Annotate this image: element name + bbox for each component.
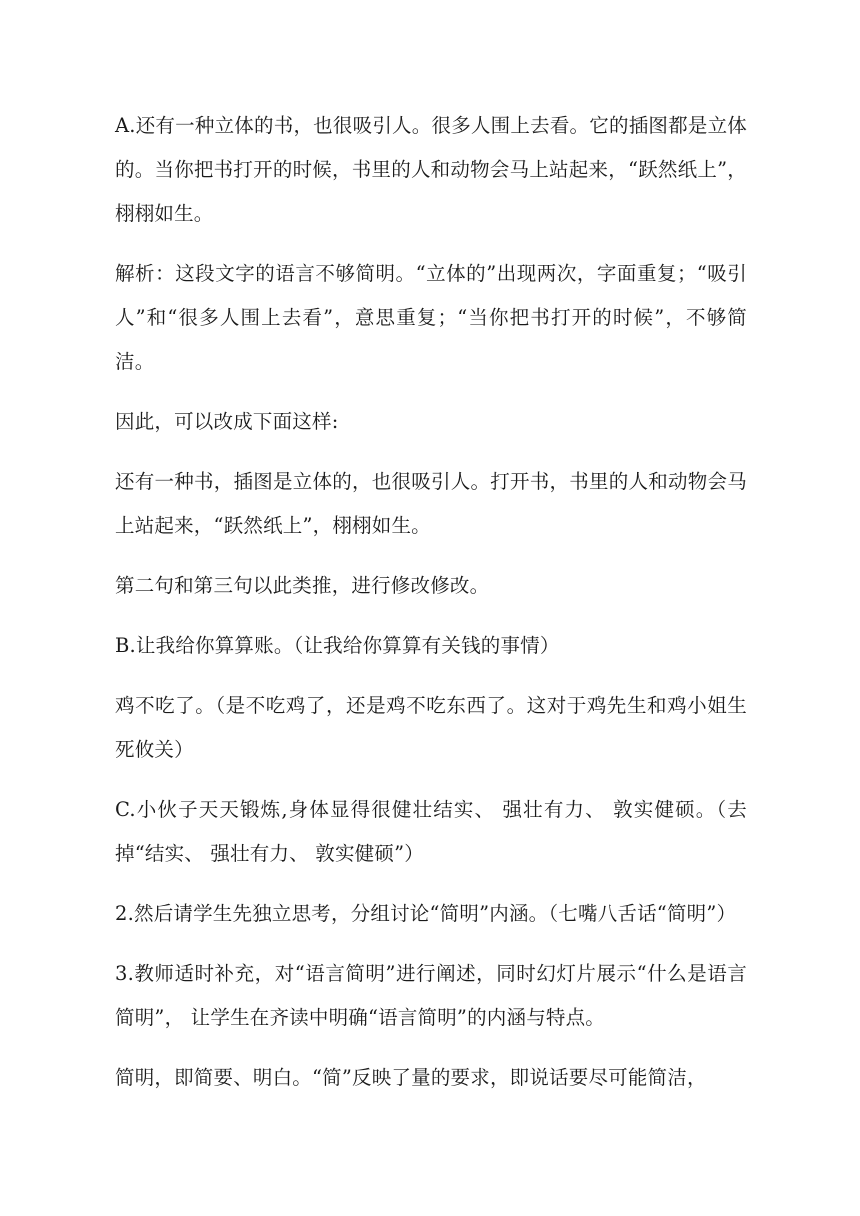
- paragraph-analysis: 解析：这段文字的语言不够简明。“立体的”出现两次，字面重复；“吸引人”和“很多人围上去看”，意思重复；“当你把书打开的时候”，不够简洁。: [115, 262, 747, 373]
- paragraph-therefore: 因此，可以改成下面这样:: [115, 410, 339, 433]
- paragraph-example-a: A.还有一种立体的书，也很吸引人。很多人围上去看。它的插图都是立体的。当你把书打开的时候，书里的人和动物会马上站起来，“跃然纸上”， 栩栩如生。: [115, 114, 747, 225]
- paragraph-example-c: C.小伙子天天锻炼,身体显得很健壮结实、 强壮有力、 敦实健硕。（去掉“结实、 强壮有力、 敦实健硕”）: [115, 798, 747, 865]
- paragraph-definition: 简明，即简要、明白。“简”反映了量的要求，即说话要尽可能简洁，: [115, 1066, 707, 1089]
- paragraph-example-b: B.让我给你算算账。（让我给你算算有关钱的事情）: [115, 634, 560, 657]
- paragraph-step-3: 3.教师适时补充，对“语言简明”进行阐述，同时幻灯片展示“什么是语言简明”， 让学生在齐读中明确“语言简明”的内涵与特点。: [115, 962, 747, 1029]
- paragraph-step-2: 2.然后请学生先独立思考，分组讨论“简明”内涵。（七嘴八舌话“简明”）: [115, 902, 737, 925]
- paragraph-analogy-note: 第二句和第三句以此类推，进行修改修改。: [115, 574, 490, 597]
- paragraph-chicken-example: 鸡不吃了。（是不吃鸡了，还是鸡不吃东西了。这对于鸡先生和鸡小姐生死攸关）: [115, 694, 747, 761]
- document-page: [115, 104, 747, 1100]
- paragraph-revised-version: 还有一种书，插图是立体的，也很吸引人。打开书，书里的人和动物会马上站起来，“跃然纸上”，栩栩如生。: [115, 470, 747, 537]
